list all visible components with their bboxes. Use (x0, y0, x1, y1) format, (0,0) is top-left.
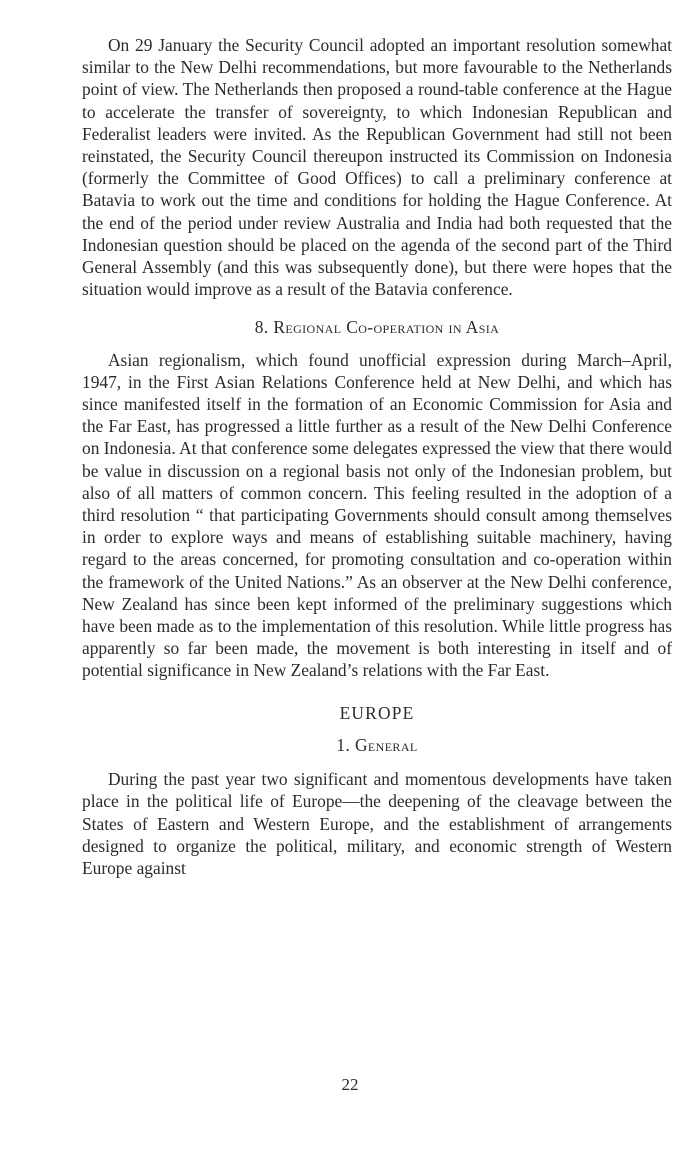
section-heading-general: 1. General (336, 734, 418, 755)
document-page (82, 34, 672, 879)
section-heading-regional-cooperation: 8. Regional Co-operation in Asia (254, 317, 500, 338)
paragraph-asian-regionalism: Asian regionalism, which found unofficial expression during March–April, 1947, in the First Asian Relations Conference held at New Delhi, and which has since manifested itself in the formation of an Economic Commission for Asia and the Far East, has progressed a little further as a result of the New Delhi Conference on Indonesia. At that conference some delegates expressed the view that there would be value in discussion on a regional basis not only of the Indonesian problem, but also of all matters of common concern. This feeling resulted in the adoption of a third resolution “ that participating Governments should consult among themselves in order to explore ways and means of establishing suitable machinery, having regard to the areas concerned, for promoting consultation and co-operation within the framework of the United Nations.” As an observer at the New Delhi conference, New Zealand has since been kept informed of the preliminary suggestions which have been made as to the implementation of this resolution. While little progress has apparently so far been made, the movement is both interesting in itself and of potential significance in New Zealand’s relations with the Far East. (82, 349, 672, 681)
paragraph-security-council: On 29 January the Security Council adopted an important resolution somewhat similar to the New Delhi recommendations, but more favourable to the Netherlands point of view. The Netherlands then proposed a round-table conference at the Hague to accelerate the transfer of sovereignty, to which Indonesian Republican and Federalist leaders were invited. As the Republican Government had still not been reinstated, the Security Council thereupon instructed its Commission on Indonesia (formerly the Committee of Good Offices) to call a preliminary conference at Batavia to work out the time and conditions for holding the Hague Conference. At the end of the period under review Australia and India had both requested that the Indonesian question should be placed on the agenda of the second part of the Third General Assembly (and this was subsequently done), but there were hopes that the situation would improve as a result of the Batavia conference. (82, 35, 672, 300)
paragraph-europe-general: During the past year two significant and momentous developments have taken place in the political life of Europe—the deepening of the cleavage between the States of Eastern and Western Europe, and the establishment of arrangements designed to organize the political, military, and economic strength of Western Europe against (82, 769, 672, 878)
chapter-heading-europe: EUROPE (339, 702, 415, 723)
page-number: 22 (341, 1075, 359, 1094)
